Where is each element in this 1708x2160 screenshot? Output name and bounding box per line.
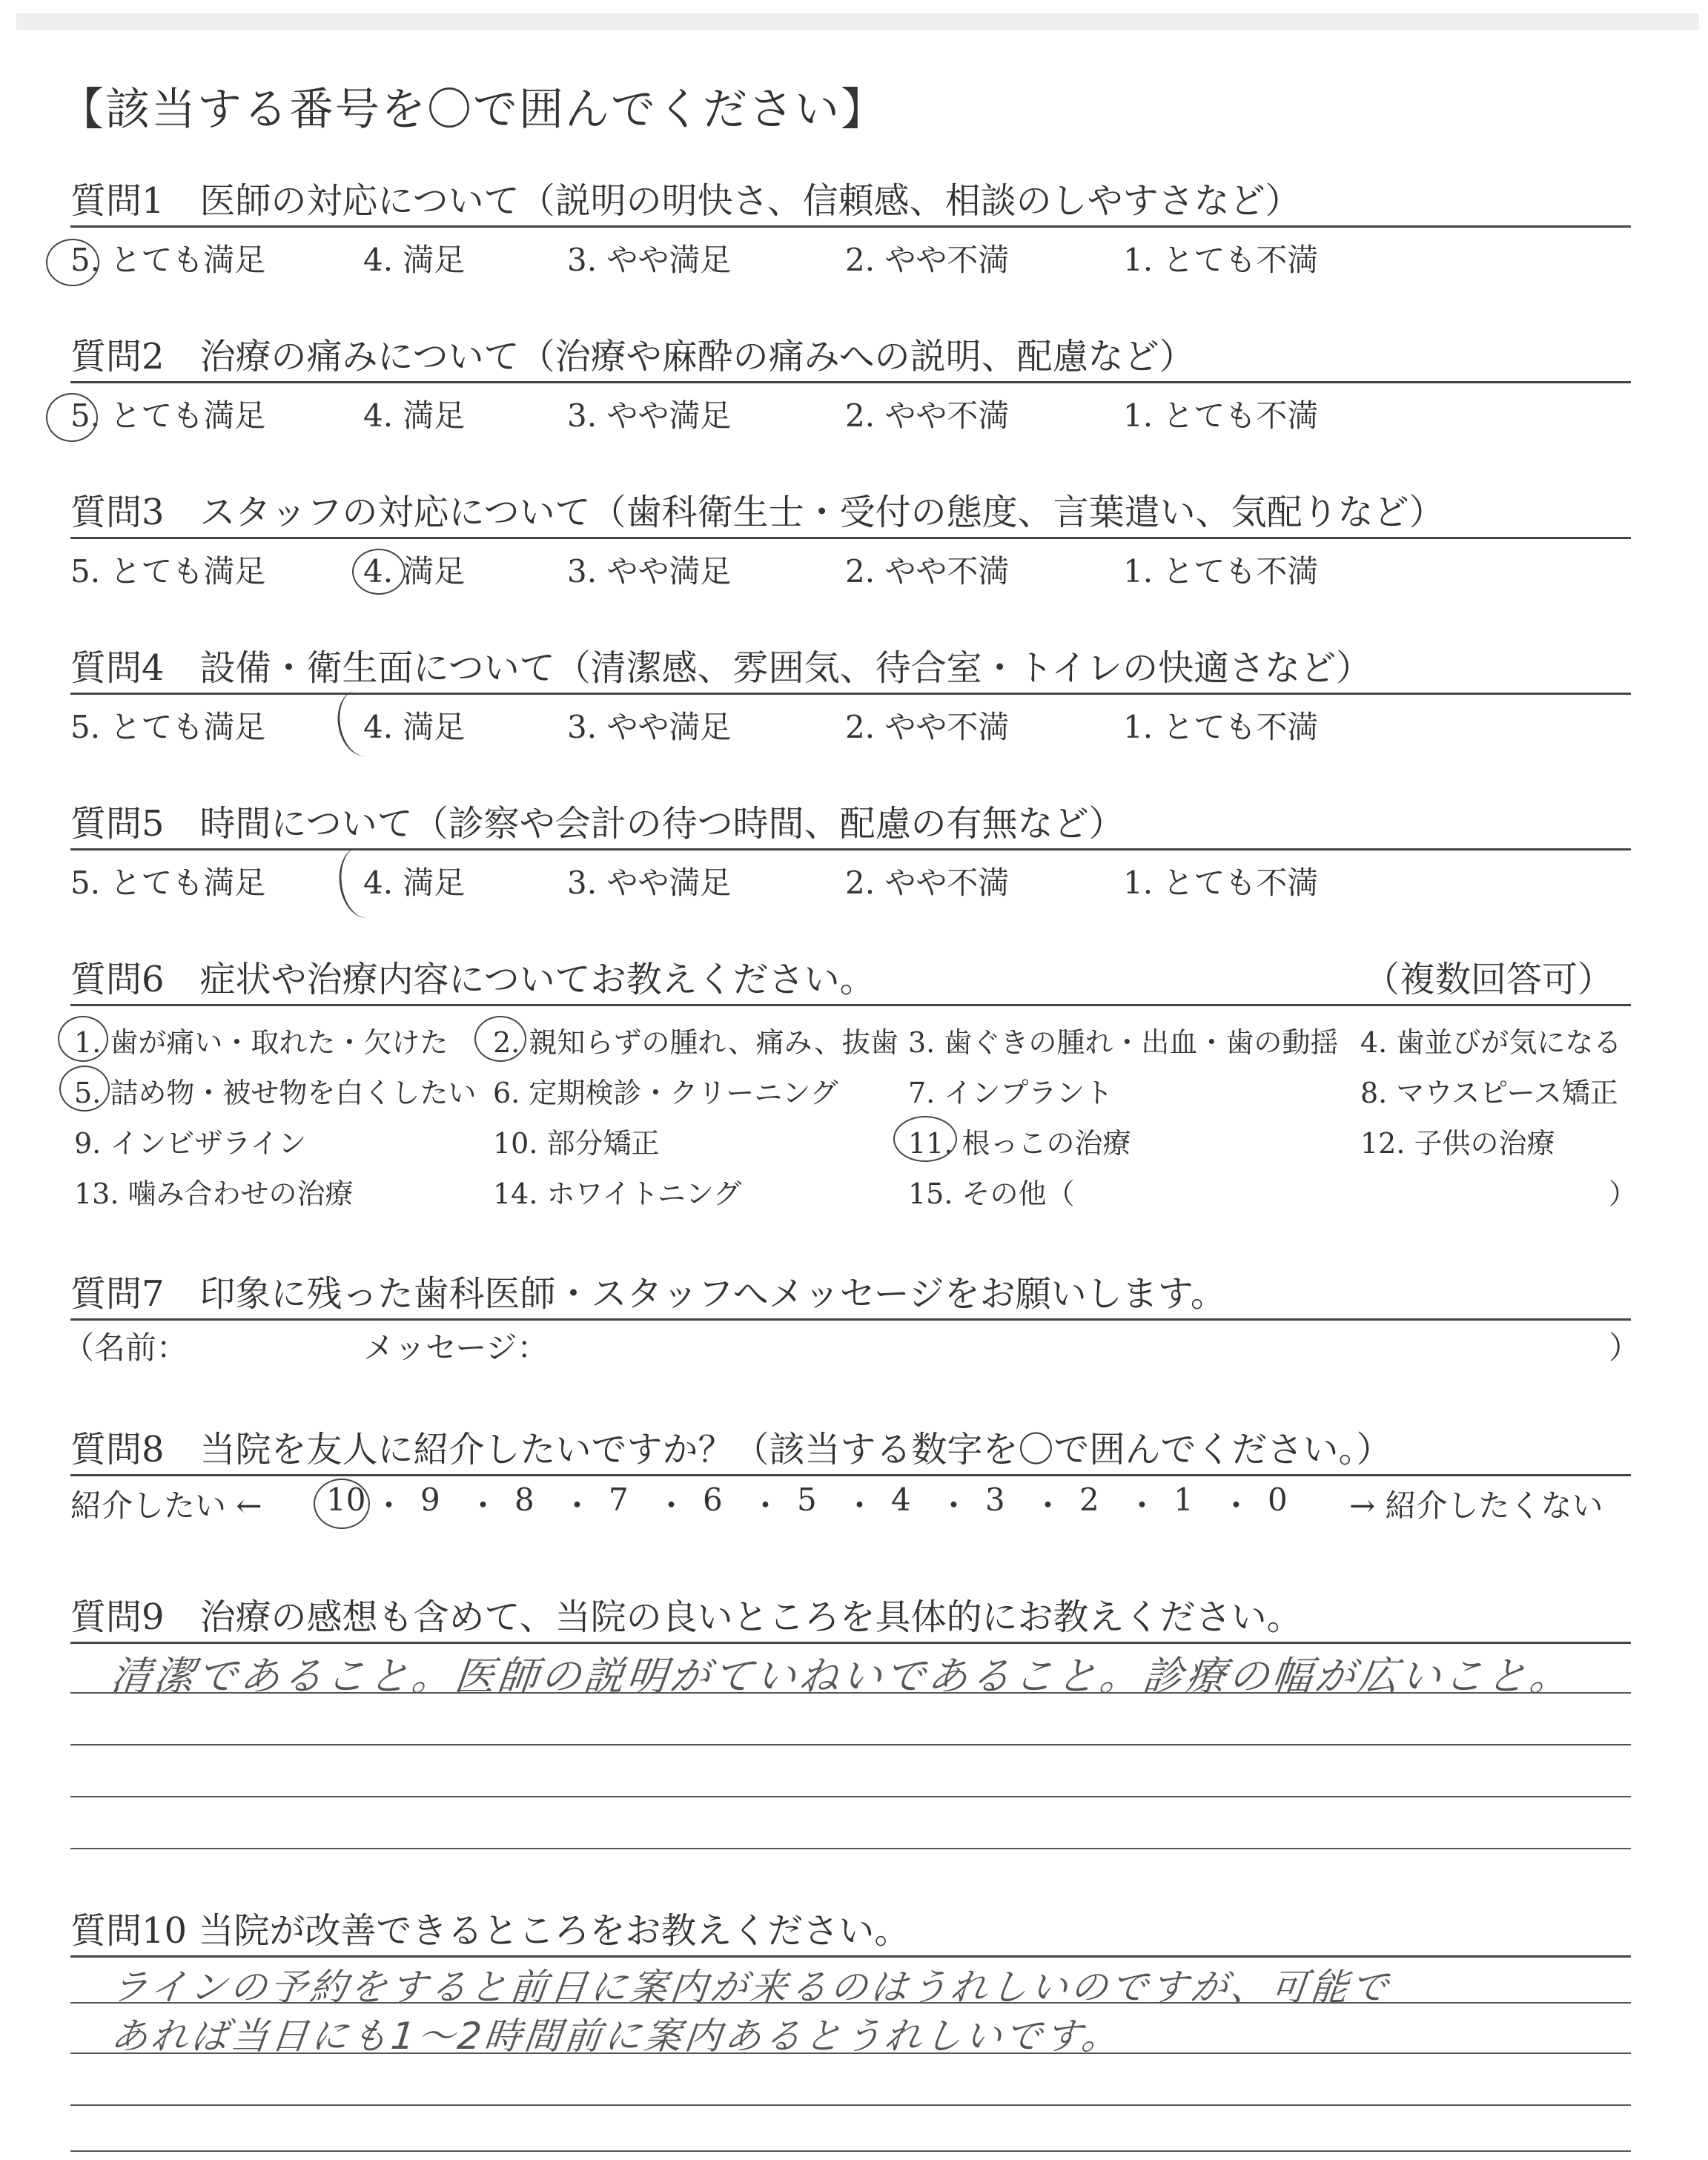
q8-scale-separator: ・ xyxy=(1032,1487,1064,1524)
divider xyxy=(70,381,1631,383)
q3-answer-circle xyxy=(352,549,406,595)
divider xyxy=(70,848,1631,851)
ruled-line xyxy=(70,1796,1631,1797)
q6-item-15-close: ） xyxy=(1609,1178,1638,1210)
question-10-title: 質問10 当院が改善できるところをお教えください。 xyxy=(70,1910,910,1952)
q2-option-4[interactable]: 4. 満足 xyxy=(363,397,466,434)
question-9-title: 質問9 治療の感想も含めて、当院の良いところを具体的にお教えください。 xyxy=(70,1596,1302,1638)
q1-option-1[interactable]: 1. とても不満 xyxy=(1123,242,1319,278)
q8-scale-separator: ・ xyxy=(1126,1487,1158,1524)
ruled-line xyxy=(70,1744,1631,1745)
q1-option-5[interactable]: 5. とても満足 xyxy=(70,242,266,278)
q8-scale-value[interactable]: 7 xyxy=(609,1482,629,1518)
q5-option-4[interactable]: 4. 満足 xyxy=(363,865,466,901)
q3-option-3[interactable]: 3. やや満足 xyxy=(567,553,732,589)
form-header: 【該当する番号を〇で囲んでください】 xyxy=(59,84,887,136)
ruled-line xyxy=(70,2150,1631,2152)
question-6-title: 質問6 症状や治療内容についてお教えください。 xyxy=(70,959,875,1000)
divider xyxy=(70,693,1631,695)
question-5-title: 質問5 時間について（診察や会計の待つ時間、配慮の有無など） xyxy=(70,803,1125,845)
q3-option-1[interactable]: 1. とても不満 xyxy=(1123,553,1319,589)
q6-item-1[interactable]: 1. 歯が痛い・取れた・欠けた xyxy=(74,1026,448,1059)
divider xyxy=(70,537,1631,539)
q8-scale-separator: ・ xyxy=(938,1487,970,1524)
q6-answer-circle-1 xyxy=(58,1016,108,1062)
q8-scale-value[interactable]: 5 xyxy=(797,1482,817,1518)
q3-option-4[interactable]: 4. 満足 xyxy=(363,553,466,589)
q8-answer-circle xyxy=(314,1479,370,1529)
q6-answer-circle-11 xyxy=(893,1116,957,1162)
q6-item-5[interactable]: 5. 詰め物・被せ物を白くしたい xyxy=(74,1077,477,1109)
q8-scale-value[interactable]: 4 xyxy=(891,1482,911,1518)
question-7-title: 質問7 印象に残った歯科医師・スタッフへメッセージをお願いします。 xyxy=(70,1273,1226,1315)
scan-edge xyxy=(16,13,1699,30)
q2-option-3[interactable]: 3. やや満足 xyxy=(567,397,732,434)
q7-name-label: （名前： xyxy=(63,1330,188,1366)
q5-option-1[interactable]: 1. とても不満 xyxy=(1123,865,1319,901)
q2-option-2[interactable]: 2. やや不満 xyxy=(845,397,1010,434)
q1-answer-circle xyxy=(46,239,99,286)
ruled-line xyxy=(70,2104,1631,2106)
divider xyxy=(70,1004,1631,1006)
q8-scale-separator: ・ xyxy=(373,1487,405,1524)
q4-answer-mark xyxy=(333,686,391,760)
q6-item-15[interactable]: 15. その他（ xyxy=(908,1178,1075,1210)
ruled-line xyxy=(70,2002,1631,2004)
q2-answer-circle xyxy=(46,393,98,442)
question-8-title: 質問8 当院を友人に紹介したいですか？（該当する数字を〇で囲んでください。） xyxy=(70,1429,1392,1470)
q10-handwritten-answer-line-2: あれば当日にも1〜2時間前に案内あるとうれしいです。 xyxy=(108,2015,1125,2058)
q4-option-1[interactable]: 1. とても不満 xyxy=(1123,709,1319,745)
q6-item-7[interactable]: 7. インプラント xyxy=(908,1077,1113,1109)
q2-option-5[interactable]: 5. とても満足 xyxy=(70,397,266,434)
q5-answer-mark xyxy=(335,844,391,921)
ruled-line xyxy=(70,2052,1631,2054)
q10-handwritten-answer-line-1: ラインの予約をすると前日に案内が来るのはうれしいのですが、可能で xyxy=(108,1966,1394,2009)
q4-option-5[interactable]: 5. とても満足 xyxy=(70,709,266,745)
divider xyxy=(70,1474,1631,1476)
q8-scale-separator: ・ xyxy=(749,1487,781,1524)
q1-option-3[interactable]: 3. やや満足 xyxy=(567,242,732,278)
q8-scale-value[interactable]: 0 xyxy=(1268,1482,1288,1518)
q8-scale-separator: ・ xyxy=(655,1487,687,1524)
q8-scale-value[interactable]: 2 xyxy=(1079,1482,1099,1518)
q6-item-6[interactable]: 6. 定期検診・クリーニング xyxy=(493,1077,838,1109)
q2-option-1[interactable]: 1. とても不満 xyxy=(1123,397,1319,434)
q6-item-3[interactable]: 3. 歯ぐきの腫れ・出血・歯の動揺 xyxy=(908,1026,1339,1059)
q4-option-2[interactable]: 2. やや不満 xyxy=(845,709,1010,745)
q8-scale-value[interactable]: 3 xyxy=(985,1482,1005,1518)
question-2-title: 質問2 治療の痛みについて（治療や麻酔の痛みへの説明、配慮など） xyxy=(70,336,1195,377)
question-1-title: 質問1 医師の対応について（説明の明快さ、信頼感、相談のしやすさなど） xyxy=(70,180,1301,222)
q8-scale-separator: ・ xyxy=(844,1487,875,1524)
q5-option-2[interactable]: 2. やや不満 xyxy=(845,865,1010,901)
divider xyxy=(70,1318,1631,1321)
q8-right-label: → 紹介したくない xyxy=(1349,1487,1603,1524)
q3-option-2[interactable]: 2. やや不満 xyxy=(845,553,1010,589)
q8-scale-separator: ・ xyxy=(561,1487,593,1524)
q8-scale-separator: ・ xyxy=(467,1487,499,1524)
divider xyxy=(70,225,1631,228)
q6-item-2[interactable]: 2. 親知らずの腫れ、痛み、抜歯 xyxy=(493,1026,898,1059)
q4-option-3[interactable]: 3. やや満足 xyxy=(567,709,732,745)
q6-answer-circle-5 xyxy=(59,1066,110,1112)
q1-option-4[interactable]: 4. 満足 xyxy=(363,242,466,278)
q7-message-label: メッセージ： xyxy=(363,1330,549,1366)
q8-scale-value[interactable]: 8 xyxy=(514,1482,534,1518)
q1-option-2[interactable]: 2. やや不満 xyxy=(845,242,1010,278)
q6-item-8[interactable]: 8. マウスピース矯正 xyxy=(1360,1077,1618,1109)
question-3-title: 質問3 スタッフの対応について（歯科衛生士・受付の態度、言葉遣い、気配りなど） xyxy=(70,492,1445,533)
q8-scale-value[interactable]: 1 xyxy=(1174,1482,1194,1518)
ruled-line xyxy=(70,1692,1631,1694)
q6-item-12[interactable]: 12. 子供の治療 xyxy=(1360,1127,1555,1160)
q8-left-label: 紹介したい ← xyxy=(70,1487,262,1524)
q6-item-11[interactable]: 11. 根っこの治療 xyxy=(908,1127,1131,1160)
q7-close-paren: ） xyxy=(1609,1330,1641,1366)
q3-option-5[interactable]: 5. とても満足 xyxy=(70,553,266,589)
q8-scale-value[interactable]: 6 xyxy=(703,1482,723,1518)
q8-scale-separator: ・ xyxy=(1220,1487,1252,1524)
q6-item-14[interactable]: 14. ホワイトニング xyxy=(493,1178,742,1210)
q6-item-13[interactable]: 13. 噛み合わせの治療 xyxy=(74,1178,354,1210)
q6-answer-circle-2 xyxy=(474,1016,526,1062)
question-4-title: 質問4 設備・衛生面について（清潔感、雰囲気、待合室・トイレの快適さなど） xyxy=(70,647,1372,689)
q8-scale-value[interactable]: 10 xyxy=(326,1482,366,1518)
q5-option-5[interactable]: 5. とても満足 xyxy=(70,865,266,901)
question-6-note: （複数回答可） xyxy=(1364,959,1614,1000)
q8-scale-value[interactable]: 9 xyxy=(420,1482,440,1518)
q4-option-4[interactable]: 4. 満足 xyxy=(363,709,466,745)
q5-option-3[interactable]: 3. やや満足 xyxy=(567,865,732,901)
divider xyxy=(70,1642,1631,1644)
q6-item-9[interactable]: 9. インビザライン xyxy=(74,1127,307,1160)
q9-handwritten-answer: 清潔であること。医師の説明がていねいであること。診療の幅が広いこと。 xyxy=(108,1653,1575,1700)
ruled-line xyxy=(70,1848,1631,1849)
q6-item-10[interactable]: 10. 部分矯正 xyxy=(493,1127,660,1160)
q6-item-4[interactable]: 4. 歯並びが気になる xyxy=(1360,1026,1622,1059)
